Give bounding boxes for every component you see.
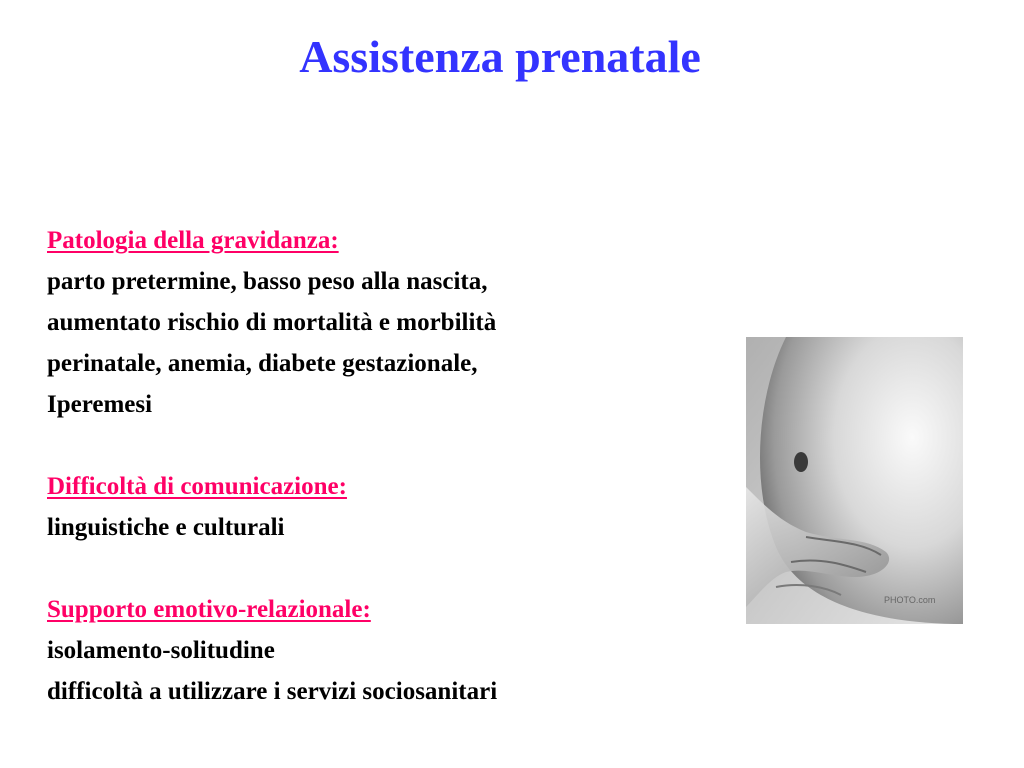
slide-content bbox=[47, 220, 707, 753]
section-communication bbox=[47, 466, 707, 548]
section-line: perinatale, anemia, diabete gestazionale, bbox=[47, 350, 478, 377]
section-line: difficoltà a utilizzare i servizi sociosanitari bbox=[47, 678, 498, 705]
section-support bbox=[47, 589, 707, 712]
section-heading: Supporto emotivo-relazionale: bbox=[47, 596, 371, 623]
photo-watermark: PHOTO.com bbox=[884, 595, 936, 605]
section-line: linguistiche e culturali bbox=[47, 514, 285, 541]
pregnant-belly-icon bbox=[746, 337, 963, 624]
pregnant-belly-photo bbox=[746, 337, 963, 624]
section-heading: Difficoltà di comunicazione: bbox=[47, 473, 347, 500]
section-line: isolamento-solitudine bbox=[47, 637, 275, 664]
section-heading: Patologia della gravidanza: bbox=[47, 227, 339, 254]
section-line: parto pretermine, basso peso alla nascita, bbox=[47, 268, 488, 295]
slide-title: Assistenza prenatale bbox=[299, 31, 701, 82]
section-line: aumentato rischio di mortalità e morbilità bbox=[47, 309, 497, 336]
section-line: Iperemesi bbox=[47, 391, 153, 418]
section-pathology bbox=[47, 220, 707, 425]
